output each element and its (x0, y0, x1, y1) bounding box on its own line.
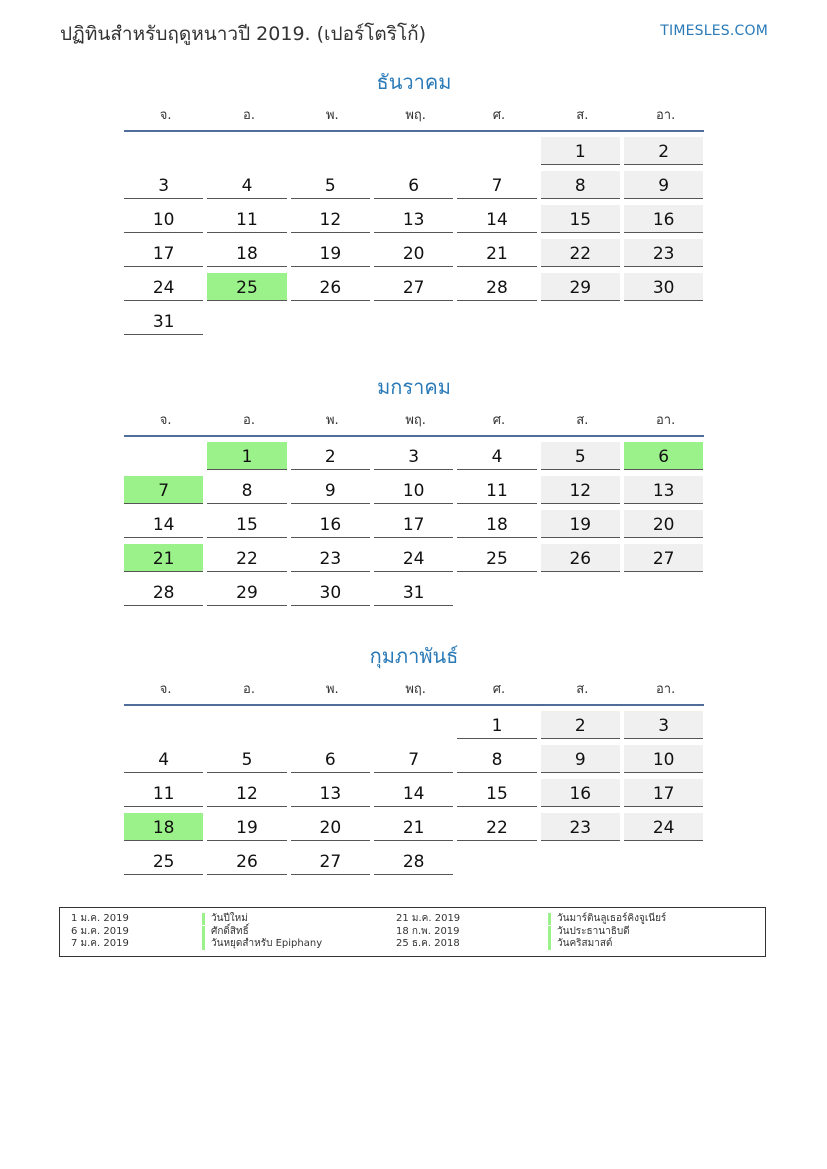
day-cell: 26 (207, 847, 286, 875)
empty-cell (374, 137, 453, 165)
day-cell: 18 (124, 813, 203, 841)
weekday-label: อ. (243, 108, 255, 123)
brand-link[interactable]: TIMESLES.COM (660, 23, 768, 39)
day-cell: 1 (207, 442, 286, 470)
weekday-label: ส. (576, 108, 589, 123)
day-cell: 4 (124, 745, 203, 773)
day-cell: 12 (541, 476, 620, 504)
day-cell: 7 (457, 171, 536, 199)
day-cell: 4 (457, 442, 536, 470)
day-cell: 6 (291, 745, 370, 773)
day-cell: 21 (457, 239, 536, 267)
day-cell: 10 (624, 745, 703, 773)
day-cell: 9 (624, 171, 703, 199)
weekday-label: อา. (656, 108, 676, 123)
weekday-label: อ. (243, 413, 255, 428)
legend-holiday-name: วันคริสมาสต์ (548, 938, 612, 950)
day-cell: 8 (541, 171, 620, 199)
weekday-label: พฤ. (405, 108, 426, 123)
day-cell: 9 (291, 476, 370, 504)
day-cell: 12 (207, 779, 286, 807)
day-cell: 20 (374, 239, 453, 267)
day-cell: 6 (374, 171, 453, 199)
legend-date: 1 ม.ค. 2019 (71, 913, 129, 924)
day-grid (124, 706, 704, 875)
day-cell: 25 (124, 847, 203, 875)
day-cell: 21 (374, 813, 453, 841)
day-cell: 7 (124, 476, 203, 504)
legend-holiday-name: วันประธานาธิบดี (548, 926, 630, 938)
day-cell: 28 (124, 578, 203, 606)
day-cell: 11 (457, 476, 536, 504)
weekday-header (124, 680, 704, 706)
day-cell: 4 (207, 171, 286, 199)
day-cell: 3 (124, 171, 203, 199)
day-cell: 7 (374, 745, 453, 773)
legend-date: 18 ก.พ. 2019 (396, 926, 460, 937)
legend-date: 6 ม.ค. 2019 (71, 926, 129, 937)
month-name: มกราคม (377, 375, 451, 399)
day-cell: 23 (624, 239, 703, 267)
day-cell: 30 (291, 578, 370, 606)
day-cell: 18 (457, 510, 536, 538)
weekday-label: ส. (576, 682, 589, 697)
day-cell: 5 (291, 171, 370, 199)
weekday-label: ศ. (492, 682, 506, 697)
day-cell: 27 (374, 273, 453, 301)
day-cell: 8 (457, 745, 536, 773)
day-cell: 19 (291, 239, 370, 267)
empty-cell (124, 442, 203, 470)
empty-cell (124, 137, 203, 165)
day-cell: 20 (291, 813, 370, 841)
day-cell: 17 (124, 239, 203, 267)
day-cell: 15 (541, 205, 620, 233)
day-cell: 27 (624, 544, 703, 572)
day-cell: 19 (207, 813, 286, 841)
page-title: ปฏิทินสำหรับฤดูหนาวปี 2019. (เปอร์โตริโก้) (60, 23, 427, 45)
day-cell: 18 (207, 239, 286, 267)
day-cell: 1 (457, 711, 536, 739)
day-cell: 2 (624, 137, 703, 165)
day-cell: 13 (291, 779, 370, 807)
day-cell: 16 (624, 205, 703, 233)
empty-cell (291, 137, 370, 165)
weekday-header (124, 106, 704, 132)
day-cell: 23 (291, 544, 370, 572)
day-cell: 5 (541, 442, 620, 470)
weekday-label: พ. (325, 682, 339, 697)
legend-holiday-name: วันปีใหม่ (202, 913, 248, 925)
weekday-label: ส. (576, 413, 589, 428)
day-cell: 9 (541, 745, 620, 773)
month-name: ธันวาคม (376, 70, 452, 94)
day-cell: 10 (374, 476, 453, 504)
weekday-label: จ. (159, 413, 172, 428)
month-block (124, 373, 704, 606)
day-grid (124, 437, 704, 606)
day-cell: 20 (624, 510, 703, 538)
legend-date: 25 ธ.ค. 2018 (396, 938, 460, 949)
day-cell: 3 (624, 711, 703, 739)
weekday-label: จ. (159, 108, 172, 123)
weekday-header (124, 411, 704, 437)
holiday-legend (59, 907, 766, 957)
day-cell: 11 (207, 205, 286, 233)
month-name: กุมภาพันธ์ (369, 644, 459, 668)
day-cell: 22 (457, 813, 536, 841)
legend-date: 21 ม.ค. 2019 (396, 913, 461, 924)
day-cell: 30 (624, 273, 703, 301)
day-cell: 29 (541, 273, 620, 301)
weekday-label: อา. (656, 413, 676, 428)
weekday-label: พฤ. (405, 413, 426, 428)
day-cell: 6 (624, 442, 703, 470)
day-cell: 22 (207, 544, 286, 572)
day-cell: 5 (207, 745, 286, 773)
day-cell: 16 (541, 779, 620, 807)
empty-cell (457, 137, 536, 165)
day-grid (124, 132, 704, 335)
day-cell: 27 (291, 847, 370, 875)
weekday-label: อ. (243, 682, 255, 697)
day-cell: 14 (374, 779, 453, 807)
day-cell: 10 (124, 205, 203, 233)
day-cell: 26 (541, 544, 620, 572)
day-cell: 24 (624, 813, 703, 841)
day-cell: 25 (207, 273, 286, 301)
day-cell: 15 (207, 510, 286, 538)
month-block (124, 68, 704, 335)
weekday-label: พ. (325, 108, 339, 123)
weekday-label: อา. (656, 682, 676, 697)
legend-date: 7 ม.ค. 2019 (71, 938, 129, 949)
month-block (124, 642, 704, 875)
day-cell: 21 (124, 544, 203, 572)
day-cell: 13 (374, 205, 453, 233)
day-cell: 1 (541, 137, 620, 165)
day-cell: 26 (291, 273, 370, 301)
day-cell: 8 (207, 476, 286, 504)
day-cell: 24 (124, 273, 203, 301)
day-cell: 15 (457, 779, 536, 807)
day-cell: 23 (541, 813, 620, 841)
legend-holiday-name: วันหยุดสำหรับ Epiphany (202, 938, 322, 950)
day-cell: 14 (457, 205, 536, 233)
legend-holiday-name: ศักดิ์สิทธิ์ (202, 926, 249, 938)
day-cell: 28 (457, 273, 536, 301)
weekday-label: พฤ. (405, 682, 426, 697)
day-cell: 12 (291, 205, 370, 233)
day-cell: 11 (124, 779, 203, 807)
weekday-label: จ. (159, 682, 172, 697)
empty-cell (207, 711, 286, 739)
weekday-label: ศ. (492, 413, 506, 428)
day-cell: 2 (291, 442, 370, 470)
day-cell: 22 (541, 239, 620, 267)
empty-cell (374, 711, 453, 739)
day-cell: 16 (291, 510, 370, 538)
day-cell: 17 (624, 779, 703, 807)
empty-cell (207, 137, 286, 165)
day-cell: 13 (624, 476, 703, 504)
weekday-label: พ. (325, 413, 339, 428)
day-cell: 2 (541, 711, 620, 739)
weekday-label: ศ. (492, 108, 506, 123)
day-cell: 24 (374, 544, 453, 572)
day-cell: 3 (374, 442, 453, 470)
day-cell: 31 (124, 307, 203, 335)
day-cell: 25 (457, 544, 536, 572)
legend-holiday-name: วันมาร์ตินลูเธอร์คิงจูเนียร์ (548, 913, 666, 925)
day-cell: 17 (374, 510, 453, 538)
empty-cell (124, 711, 203, 739)
day-cell: 14 (124, 510, 203, 538)
empty-cell (291, 711, 370, 739)
day-cell: 19 (541, 510, 620, 538)
day-cell: 31 (374, 578, 453, 606)
day-cell: 29 (207, 578, 286, 606)
day-cell: 28 (374, 847, 453, 875)
